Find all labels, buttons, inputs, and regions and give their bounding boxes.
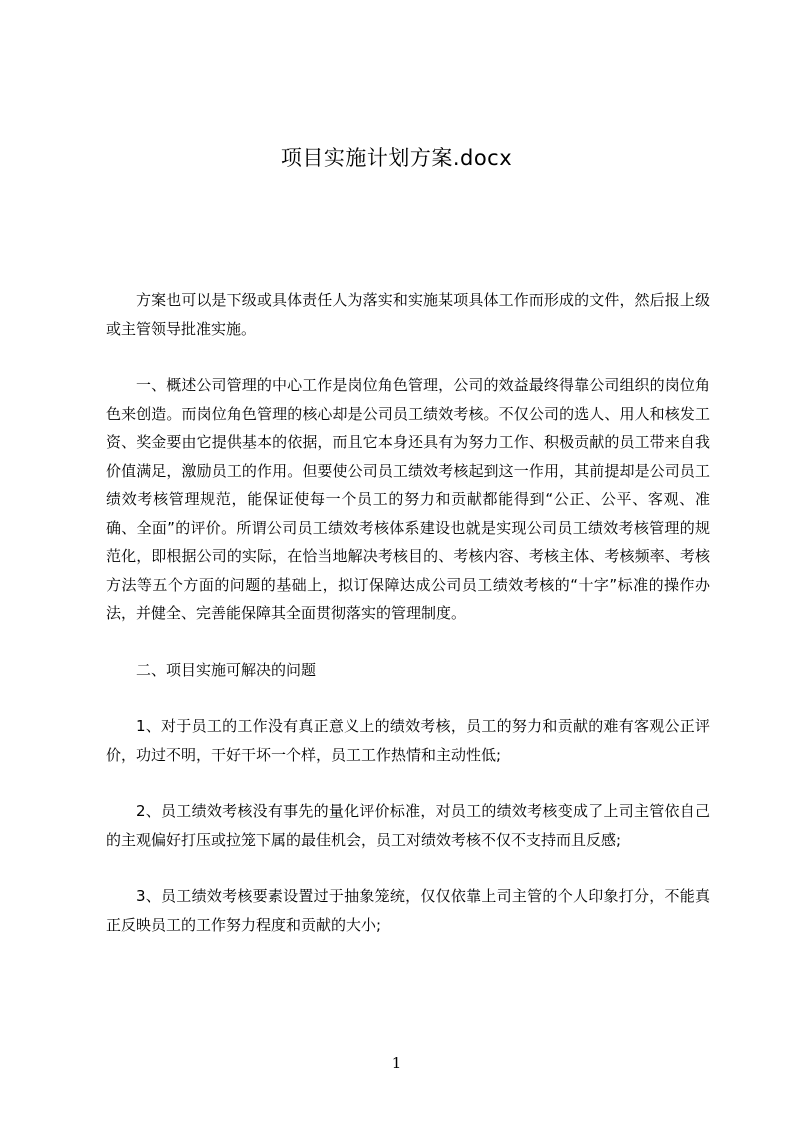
document-title: 项目实施计划方案.docx (280, 146, 513, 170)
paragraph-overview: 一、概述公司管理的中心工作是岗位角色管理，公司的效益最终得靠公司组织的岗位角色来创造。而岗位角色管理的核心却是公司员工绩效考核。不仅公司的选人、用人和核发工资、奖金要由它提供基本的依据，而且它本身还具有为努力工作、积极贡献的员工带来自我价值满足，激励员工的作用。但要使公司员工绩效考核起到这一作用，其前提却是公司员工绩效考核管理规范，能保证使每一个员工的努力和贡献都能得到“公正、公平、客观、准确、全面”的评价。所谓公司员工绩效考核体系建设也就是实现公司员工绩效考核管理的规范化，即根据公司的实际，在恰当地解决考核目的、考核内容、考核主体、考核频率、考核方法等五个方面的问题的基础上，拟订保障达成公司员工绩效考核的“十字”标准的操作办法，并健全、完善能保障其全面贯彻落实的管理制度。 (106, 376, 710, 622)
document-body (106, 286, 710, 967)
paragraph-problem-2: 2、员工绩效考核没有事先的量化评价标准，对员工的绩效考核变成了上司主管依自己的主观偏好打压或拉笼下属的最佳机会，员工对绩效考核不仅不支持而且反感; (106, 802, 710, 849)
paragraph-problem-3: 3、员工绩效考核要素设置过于抽象笼统，仅仅依靠上司主管的个人印象打分，不能真正反映员工的工作努力程度和贡献的大小; (106, 887, 710, 934)
paragraph-problem-1: 1、对于员工的工作没有真正意义上的绩效考核，员工的努力和贡献的难有客观公正评价，功过不明，干好干坏一个样，员工工作热情和主动性低; (106, 717, 710, 764)
section-heading-problems: 二、项目实施可解决的问题 (136, 660, 317, 679)
paragraph-intro: 方案也可以是下级或具体责任人为落实和实施某项具体工作而形成的文件，然后报上级或主管领导批准实施。 (106, 291, 710, 338)
page-number: 1 (391, 1054, 402, 1072)
